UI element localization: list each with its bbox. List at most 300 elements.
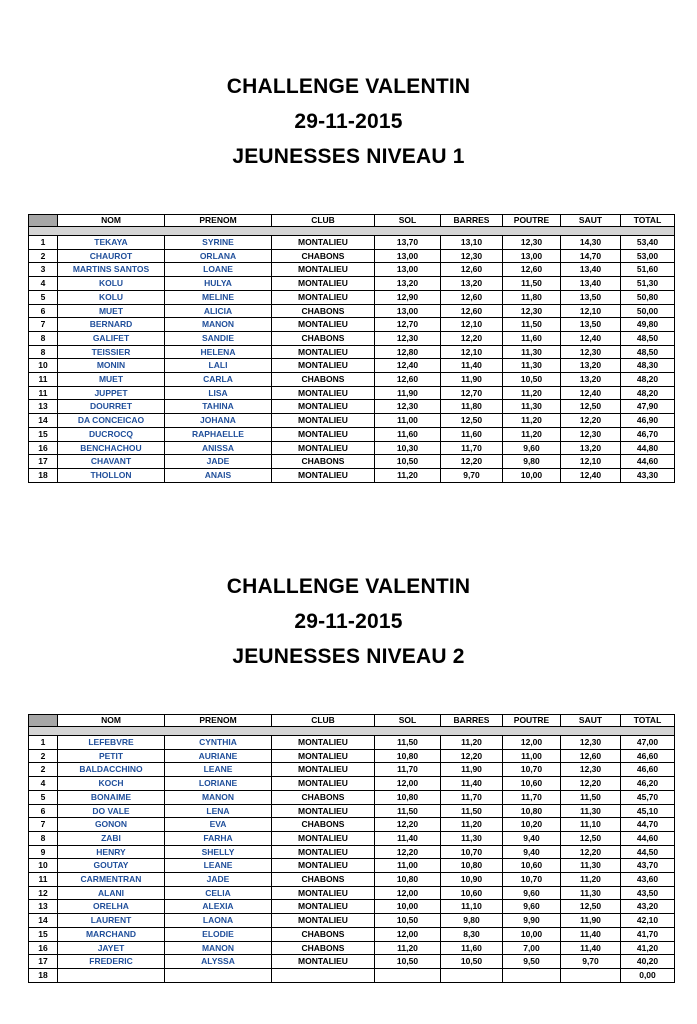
category-title: JEUNESSES NIVEAU 2: [232, 645, 465, 668]
rank-cell: 2: [29, 763, 58, 777]
poutre-cell: 11,30: [503, 359, 561, 373]
sol-cell: 11,50: [375, 736, 441, 750]
barres-cell: 13,10: [441, 236, 503, 250]
poutre-cell: 13,00: [503, 249, 561, 263]
table-row: [29, 914, 675, 928]
club-cell: MONTALIEU: [272, 290, 375, 304]
saut-cell: 9,70: [561, 955, 621, 969]
table-row: [29, 441, 675, 455]
nom-cell: PETIT: [58, 749, 165, 763]
barres-cell: 12,20: [441, 749, 503, 763]
saut-cell: 11,30: [561, 804, 621, 818]
poutre-cell: 9,50: [503, 955, 561, 969]
table-row: [29, 290, 675, 304]
prenom-cell: MANON: [165, 318, 272, 332]
prenom-cell: SANDIE: [165, 331, 272, 345]
saut-cell: [561, 968, 621, 982]
saut-cell: 13,20: [561, 373, 621, 387]
rank-cell: 4: [29, 777, 58, 791]
saut-cell: 11,40: [561, 941, 621, 955]
club-cell: MONTALIEU: [272, 831, 375, 845]
barres-cell: 10,50: [441, 955, 503, 969]
table-row: [29, 386, 675, 400]
club-cell: CHABONS: [272, 455, 375, 469]
nom-cell: HENRY: [58, 845, 165, 859]
barres-cell: 10,80: [441, 859, 503, 873]
header-corner: [29, 215, 58, 227]
prenom-cell: LORIANE: [165, 777, 272, 791]
club-cell: MONTALIEU: [272, 414, 375, 428]
poutre-cell: 11,20: [503, 427, 561, 441]
saut-cell: 12,20: [561, 777, 621, 791]
rank-cell: 15: [29, 927, 58, 941]
club-cell: CHABONS: [272, 249, 375, 263]
header-poutre: POUTRE: [503, 215, 561, 227]
header-separator: [29, 727, 675, 736]
table-row: [29, 455, 675, 469]
rank-cell: 17: [29, 955, 58, 969]
table-row: [29, 277, 675, 291]
barres-cell: 12,60: [441, 304, 503, 318]
club-cell: CHABONS: [272, 927, 375, 941]
nom-cell: MARCHAND: [58, 927, 165, 941]
total-cell: 47,00: [621, 736, 675, 750]
rank-cell: 7: [29, 818, 58, 832]
sol-cell: [375, 968, 441, 982]
rank-cell: 1: [29, 736, 58, 750]
prenom-cell: ANISSA: [165, 441, 272, 455]
poutre-cell: 11,60: [503, 331, 561, 345]
prenom-cell: MANON: [165, 941, 272, 955]
club-cell: MONTALIEU: [272, 277, 375, 291]
nom-cell: MUET: [58, 304, 165, 318]
header-poutre: POUTRE: [503, 715, 561, 727]
club-cell: MONTALIEU: [272, 955, 375, 969]
sol-cell: 13,00: [375, 263, 441, 277]
prenom-cell: MANON: [165, 790, 272, 804]
nom-cell: LEFEBVRE: [58, 736, 165, 750]
table-row: [29, 304, 675, 318]
saut-cell: 12,40: [561, 386, 621, 400]
prenom-cell: ANAIS: [165, 468, 272, 482]
table-row: [29, 818, 675, 832]
nom-cell: ALANI: [58, 886, 165, 900]
prenom-cell: EVA: [165, 818, 272, 832]
barres-cell: 10,90: [441, 873, 503, 887]
saut-cell: 11,20: [561, 873, 621, 887]
nom-cell: MUET: [58, 373, 165, 387]
event-date: 29-11-2015: [294, 610, 403, 633]
barres-cell: 11,20: [441, 818, 503, 832]
rank-cell: 2: [29, 749, 58, 763]
sol-cell: 11,20: [375, 941, 441, 955]
prenom-cell: CARLA: [165, 373, 272, 387]
sol-cell: 10,80: [375, 749, 441, 763]
prenom-cell: ALYSSA: [165, 955, 272, 969]
table-row: [29, 749, 675, 763]
sol-cell: 13,70: [375, 236, 441, 250]
saut-cell: 12,40: [561, 331, 621, 345]
table-header-row: [29, 715, 675, 727]
saut-cell: 12,50: [561, 900, 621, 914]
nom-cell: TEKAYA: [58, 236, 165, 250]
nom-cell: DA CONCEICAO: [58, 414, 165, 428]
rank-cell: 9: [29, 845, 58, 859]
header-nom: NOM: [58, 715, 165, 727]
poutre-cell: 9,40: [503, 845, 561, 859]
barres-cell: 11,90: [441, 763, 503, 777]
saut-cell: 13,40: [561, 277, 621, 291]
header-sol: SOL: [375, 215, 441, 227]
saut-cell: 11,40: [561, 927, 621, 941]
total-cell: 46,60: [621, 749, 675, 763]
nom-cell: JAYET: [58, 941, 165, 955]
rank-cell: 16: [29, 941, 58, 955]
poutre-cell: 11,80: [503, 290, 561, 304]
club-cell: CHABONS: [272, 373, 375, 387]
sol-cell: 12,00: [375, 777, 441, 791]
barres-cell: 11,80: [441, 400, 503, 414]
sol-cell: 13,20: [375, 277, 441, 291]
saut-cell: 12,20: [561, 414, 621, 428]
rank-cell: 13: [29, 900, 58, 914]
prenom-cell: JADE: [165, 873, 272, 887]
total-cell: 45,10: [621, 804, 675, 818]
barres-cell: 10,70: [441, 845, 503, 859]
sol-cell: 12,80: [375, 345, 441, 359]
table-row: [29, 318, 675, 332]
table-row: [29, 886, 675, 900]
saut-cell: 13,20: [561, 359, 621, 373]
poutre-cell: 10,70: [503, 763, 561, 777]
sol-cell: 10,80: [375, 790, 441, 804]
table-body: [29, 236, 675, 483]
prenom-cell: ALEXIA: [165, 900, 272, 914]
nom-cell: JUPPET: [58, 386, 165, 400]
poutre-cell: 10,60: [503, 859, 561, 873]
rank-cell: 10: [29, 859, 58, 873]
prenom-cell: SHELLY: [165, 845, 272, 859]
saut-cell: 12,30: [561, 345, 621, 359]
nom-cell: BENCHACHOU: [58, 441, 165, 455]
saut-cell: 12,20: [561, 845, 621, 859]
prenom-cell: JOHANA: [165, 414, 272, 428]
total-cell: 41,20: [621, 941, 675, 955]
table-row: [29, 873, 675, 887]
header-saut: SAUT: [561, 215, 621, 227]
sol-cell: 10,50: [375, 955, 441, 969]
poutre-cell: 10,70: [503, 873, 561, 887]
club-cell: CHABONS: [272, 790, 375, 804]
club-cell: CHABONS: [272, 941, 375, 955]
poutre-cell: 9,40: [503, 831, 561, 845]
nom-cell: BALDACCHINO: [58, 763, 165, 777]
poutre-cell: 12,00: [503, 736, 561, 750]
nom-cell: KOLU: [58, 290, 165, 304]
club-cell: MONTALIEU: [272, 763, 375, 777]
prenom-cell: LENA: [165, 804, 272, 818]
poutre-cell: 9,60: [503, 900, 561, 914]
total-cell: 51,30: [621, 277, 675, 291]
title-block-niveau-2: [0, 569, 697, 674]
nom-cell: MONIN: [58, 359, 165, 373]
prenom-cell: LAONA: [165, 914, 272, 928]
rank-cell: 11: [29, 386, 58, 400]
barres-cell: 9,70: [441, 468, 503, 482]
club-cell: MONTALIEU: [272, 736, 375, 750]
sol-cell: 12,70: [375, 318, 441, 332]
poutre-cell: 10,60: [503, 777, 561, 791]
poutre-cell: [503, 968, 561, 982]
nom-cell: MARTINS SANTOS: [58, 263, 165, 277]
header-corner: [29, 715, 58, 727]
rank-cell: 1: [29, 236, 58, 250]
table-row: [29, 777, 675, 791]
event-title: CHALLENGE VALENTIN: [226, 575, 471, 598]
total-cell: 46,70: [621, 427, 675, 441]
barres-cell: 12,20: [441, 331, 503, 345]
total-cell: 50,00: [621, 304, 675, 318]
barres-cell: 12,30: [441, 249, 503, 263]
saut-cell: 12,50: [561, 831, 621, 845]
nom-cell: GALIFET: [58, 331, 165, 345]
header-saut: SAUT: [561, 715, 621, 727]
poutre-cell: 9,80: [503, 455, 561, 469]
barres-cell: 12,10: [441, 318, 503, 332]
rank-cell: 8: [29, 345, 58, 359]
poutre-cell: 9,60: [503, 886, 561, 900]
nom-cell: THOLLON: [58, 468, 165, 482]
nom-cell: [58, 968, 165, 982]
saut-cell: 13,40: [561, 263, 621, 277]
event-title: CHALLENGE VALENTIN: [226, 75, 471, 98]
club-cell: CHABONS: [272, 818, 375, 832]
category-title: JEUNESSES NIVEAU 1: [232, 145, 465, 168]
sol-cell: 10,80: [375, 873, 441, 887]
header-prenom: PRENOM: [165, 215, 272, 227]
barres-cell: 12,70: [441, 386, 503, 400]
poutre-cell: 10,20: [503, 818, 561, 832]
nom-cell: DUCROCQ: [58, 427, 165, 441]
table-row: [29, 859, 675, 873]
barres-cell: 11,10: [441, 900, 503, 914]
nom-cell: KOCH: [58, 777, 165, 791]
total-cell: 49,80: [621, 318, 675, 332]
rank-cell: 13: [29, 400, 58, 414]
prenom-cell: HELENA: [165, 345, 272, 359]
rank-cell: 10: [29, 359, 58, 373]
barres-cell: 11,60: [441, 941, 503, 955]
poutre-cell: 11,20: [503, 414, 561, 428]
table-header-row: [29, 215, 675, 227]
barres-cell: 11,20: [441, 736, 503, 750]
poutre-cell: 11,50: [503, 277, 561, 291]
total-cell: 44,80: [621, 441, 675, 455]
rank-cell: 2: [29, 249, 58, 263]
nom-cell: ZABI: [58, 831, 165, 845]
barres-cell: 12,50: [441, 414, 503, 428]
barres-cell: 12,20: [441, 455, 503, 469]
poutre-cell: 10,80: [503, 804, 561, 818]
total-cell: 48,50: [621, 331, 675, 345]
saut-cell: 12,30: [561, 736, 621, 750]
saut-cell: 12,30: [561, 763, 621, 777]
total-cell: 53,00: [621, 249, 675, 263]
poutre-cell: 11,30: [503, 345, 561, 359]
sol-cell: 11,00: [375, 859, 441, 873]
rank-cell: 8: [29, 331, 58, 345]
barres-cell: 10,60: [441, 886, 503, 900]
prenom-cell: HULYA: [165, 277, 272, 291]
sol-cell: 13,00: [375, 249, 441, 263]
prenom-cell: MELINE: [165, 290, 272, 304]
total-cell: 48,50: [621, 345, 675, 359]
sol-cell: 11,90: [375, 386, 441, 400]
prenom-cell: ORLANA: [165, 249, 272, 263]
saut-cell: 13,20: [561, 441, 621, 455]
prenom-cell: LOANE: [165, 263, 272, 277]
total-cell: 44,70: [621, 818, 675, 832]
prenom-cell: LALI: [165, 359, 272, 373]
barres-cell: 11,30: [441, 831, 503, 845]
saut-cell: 14,30: [561, 236, 621, 250]
sol-cell: 12,00: [375, 927, 441, 941]
barres-cell: 11,90: [441, 373, 503, 387]
rank-cell: 18: [29, 468, 58, 482]
club-cell: CHABONS: [272, 304, 375, 318]
total-cell: 43,60: [621, 873, 675, 887]
sol-cell: 12,20: [375, 818, 441, 832]
club-cell: MONTALIEU: [272, 859, 375, 873]
table-row: [29, 236, 675, 250]
club-cell: MONTALIEU: [272, 318, 375, 332]
sol-cell: 11,40: [375, 831, 441, 845]
table-row: [29, 400, 675, 414]
prenom-cell: FARHA: [165, 831, 272, 845]
table-row: [29, 831, 675, 845]
header-total: TOTAL: [621, 715, 675, 727]
table-body: [29, 736, 675, 983]
saut-cell: 12,60: [561, 749, 621, 763]
table-row: [29, 359, 675, 373]
total-cell: 43,20: [621, 900, 675, 914]
nom-cell: CARMENTRAN: [58, 873, 165, 887]
header-club: CLUB: [272, 215, 375, 227]
club-cell: MONTALIEU: [272, 777, 375, 791]
total-cell: 44,60: [621, 831, 675, 845]
sol-cell: 13,00: [375, 304, 441, 318]
table-row: [29, 763, 675, 777]
club-cell: MONTALIEU: [272, 263, 375, 277]
total-cell: 43,50: [621, 886, 675, 900]
club-cell: MONTALIEU: [272, 359, 375, 373]
sol-cell: 12,00: [375, 886, 441, 900]
prenom-cell: LEANE: [165, 763, 272, 777]
barres-cell: 13,20: [441, 277, 503, 291]
club-cell: MONTALIEU: [272, 886, 375, 900]
club-cell: MONTALIEU: [272, 845, 375, 859]
nom-cell: BONAIME: [58, 790, 165, 804]
poutre-cell: 10,00: [503, 927, 561, 941]
club-cell: CHABONS: [272, 331, 375, 345]
barres-cell: 11,60: [441, 427, 503, 441]
header-club: CLUB: [272, 715, 375, 727]
sol-cell: 12,60: [375, 373, 441, 387]
total-cell: 53,40: [621, 236, 675, 250]
rank-cell: 4: [29, 277, 58, 291]
nom-cell: CHAVANT: [58, 455, 165, 469]
barres-cell: 12,60: [441, 290, 503, 304]
table-row: [29, 263, 675, 277]
poutre-cell: 11,50: [503, 318, 561, 332]
total-cell: 44,50: [621, 845, 675, 859]
barres-cell: [441, 968, 503, 982]
total-cell: 48,20: [621, 386, 675, 400]
saut-cell: 12,40: [561, 468, 621, 482]
rank-cell: 16: [29, 441, 58, 455]
total-cell: 51,60: [621, 263, 675, 277]
nom-cell: KOLU: [58, 277, 165, 291]
sol-cell: 12,30: [375, 331, 441, 345]
total-cell: 44,60: [621, 455, 675, 469]
poutre-cell: 12,60: [503, 263, 561, 277]
total-cell: 46,60: [621, 763, 675, 777]
poutre-cell: 7,00: [503, 941, 561, 955]
table-row: [29, 941, 675, 955]
prenom-cell: LISA: [165, 386, 272, 400]
club-cell: MONTALIEU: [272, 749, 375, 763]
table-row: [29, 845, 675, 859]
poutre-cell: 9,90: [503, 914, 561, 928]
club-cell: MONTALIEU: [272, 345, 375, 359]
table-row: [29, 468, 675, 482]
rank-cell: 8: [29, 831, 58, 845]
club-cell: MONTALIEU: [272, 427, 375, 441]
club-cell: CHABONS: [272, 873, 375, 887]
sol-cell: 11,70: [375, 763, 441, 777]
total-cell: 0,00: [621, 968, 675, 982]
barres-cell: 11,40: [441, 777, 503, 791]
nom-cell: BERNARD: [58, 318, 165, 332]
sol-cell: 12,20: [375, 845, 441, 859]
rank-cell: 14: [29, 414, 58, 428]
header-sol: SOL: [375, 715, 441, 727]
sol-cell: 12,40: [375, 359, 441, 373]
total-cell: 47,90: [621, 400, 675, 414]
barres-cell: 12,60: [441, 263, 503, 277]
saut-cell: 12,30: [561, 427, 621, 441]
sol-cell: 12,30: [375, 400, 441, 414]
total-cell: 45,70: [621, 790, 675, 804]
rank-cell: 11: [29, 873, 58, 887]
barres-cell: 11,50: [441, 804, 503, 818]
prenom-cell: ELODIE: [165, 927, 272, 941]
poutre-cell: 12,30: [503, 304, 561, 318]
total-cell: 43,30: [621, 468, 675, 482]
poutre-cell: 11,30: [503, 400, 561, 414]
rank-cell: 12: [29, 886, 58, 900]
saut-cell: 11,10: [561, 818, 621, 832]
nom-cell: GOUTAY: [58, 859, 165, 873]
table-row: [29, 790, 675, 804]
nom-cell: FREDERIC: [58, 955, 165, 969]
prenom-cell: [165, 968, 272, 982]
prenom-cell: CELIA: [165, 886, 272, 900]
rank-cell: 5: [29, 790, 58, 804]
barres-cell: 11,70: [441, 441, 503, 455]
sol-cell: 10,30: [375, 441, 441, 455]
rank-cell: 5: [29, 290, 58, 304]
